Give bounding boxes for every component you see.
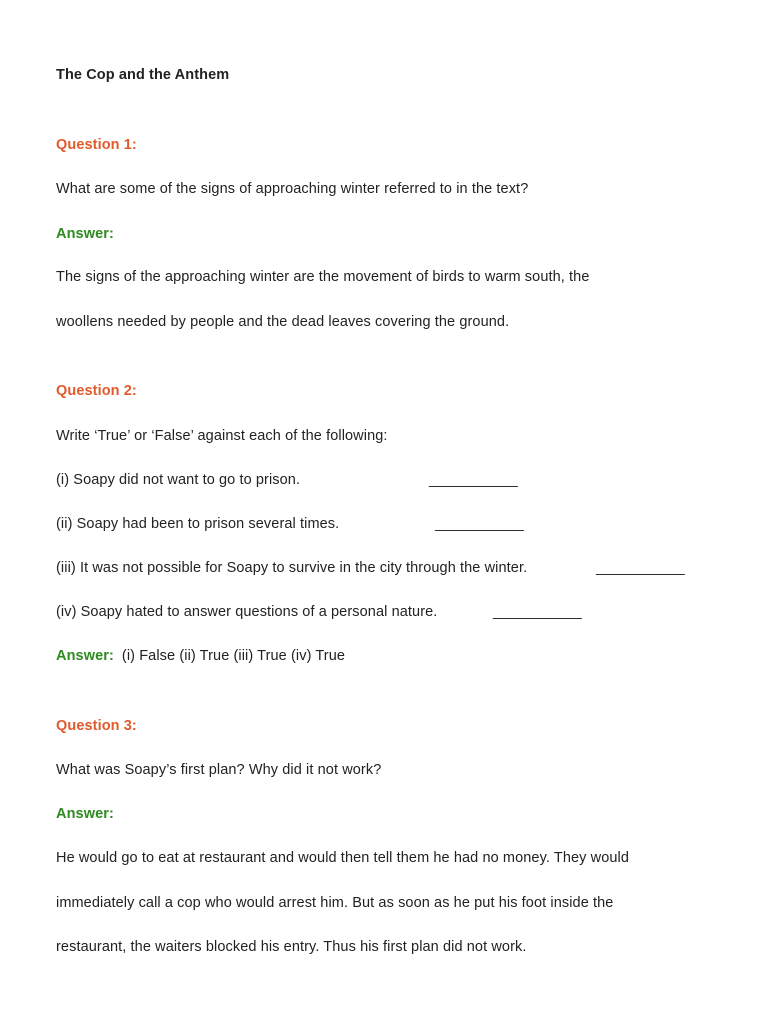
question-2-label: Question 2: — [56, 383, 137, 399]
document-title: The Cop and the Anthem — [56, 67, 230, 83]
question-2-item-4: (iv) Soapy hated to answer questions of a personal nature. — [56, 604, 438, 620]
question-2-item-4-blank: ___________ — [493, 604, 582, 620]
question-1-text: What are some of the signs of approaching winter referred to in the text? — [56, 181, 529, 197]
question-2-item-1: (i) Soapy did not want to go to prison. — [56, 472, 301, 488]
question-2-item-2: (ii) Soapy had been to prison several times. — [56, 516, 340, 532]
question-3-text: What was Soapy’s first plan? Why did it not work? — [56, 762, 382, 778]
answer-1-label: Answer: — [56, 226, 114, 242]
answer-2-label: Answer: — [56, 648, 114, 664]
question-2-item-1-blank: ___________ — [429, 472, 518, 488]
answer-3-line-3: restaurant, the waiters blocked his entry. Thus his first plan did not work. — [56, 939, 527, 955]
answer-1-line-2: woollens needed by people and the dead leaves covering the ground. — [56, 314, 510, 330]
answer-2-row — [56, 647, 345, 665]
answer-2-text: (i) False (ii) True (iii) True (iv) True — [121, 648, 346, 664]
question-2-item-3: (iii) It was not possible for Soapy to survive in the city through the winter. — [56, 560, 528, 576]
question-2-text: Write ‘True’ or ‘False’ against each of the following: — [56, 428, 388, 444]
question-2-item-3-blank: ___________ — [596, 560, 685, 576]
answer-3-label: Answer: — [56, 806, 114, 822]
question-1-label: Question 1: — [56, 137, 137, 153]
answer-3-line-2: immediately call a cop who would arrest him. But as soon as he put his foot inside the — [56, 895, 614, 911]
question-3-label: Question 3: — [56, 718, 137, 734]
question-2-item-2-blank: ___________ — [435, 516, 524, 532]
answer-1-line-1: The signs of the approaching winter are the movement of birds to warm south, the — [56, 269, 590, 285]
answer-3-line-1: He would go to eat at restaurant and would then tell them he had no money. They would — [56, 850, 630, 866]
